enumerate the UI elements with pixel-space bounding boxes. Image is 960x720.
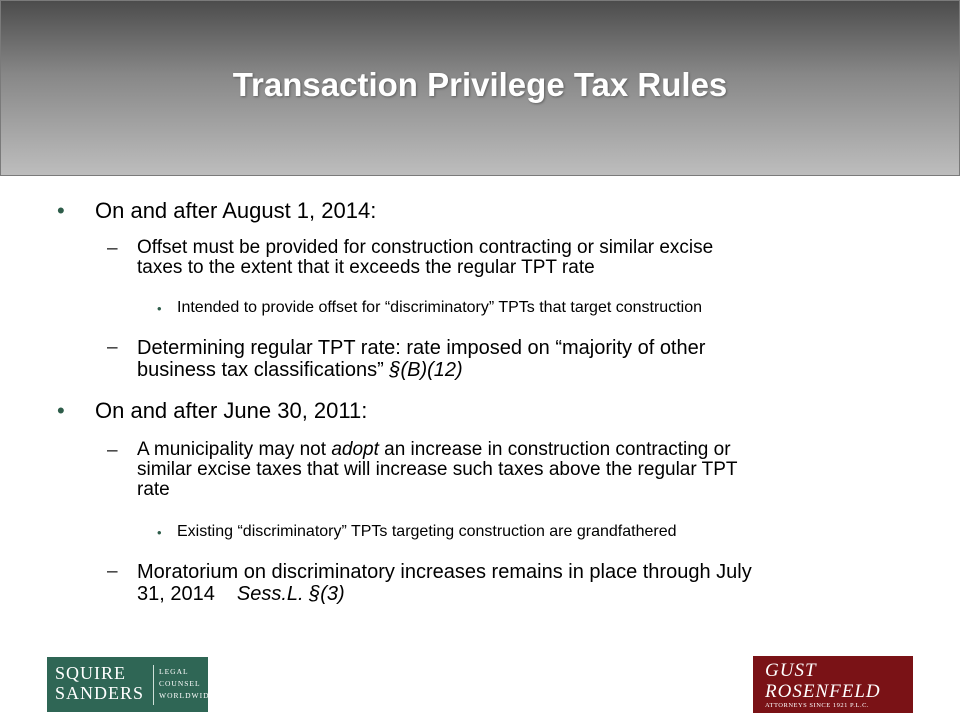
sub-2-1-emphasis: adopt <box>331 439 379 460</box>
logo-name-line1: SQUIRE <box>55 663 127 683</box>
sub-2-1-line2: similar excise taxes that will increase such taxes above the regular TPT <box>137 459 738 480</box>
citation: Sess.L. §(3) <box>236 583 345 605</box>
logo-divider <box>153 665 154 705</box>
bullet-marker: • <box>57 198 65 223</box>
sub-1-2-line2: business tax classifications” <box>137 359 384 381</box>
dash-marker: – <box>107 561 118 582</box>
bullet-2-text: On and after June 30, 2011: <box>95 398 368 423</box>
logo-tag-2: COUNSEL <box>159 679 201 688</box>
sub-2-2-line2: 31, 2014 <box>137 583 215 605</box>
sub-2-2-text <box>137 561 907 605</box>
bullet-1-text: On and after August 1, 2014: <box>95 198 377 223</box>
sub-1-1-line1: Offset must be provided for construction contracting or similar excise <box>137 237 714 258</box>
logo-tag-1: LEGAL <box>159 667 189 676</box>
sub-1-1-1-text: Intended to provide offset for “discriminatory” TPTs that target construction <box>177 299 702 316</box>
logo-name-line1: GUST <box>765 660 817 681</box>
dash-marker: – <box>107 238 118 259</box>
bullet-marker: • <box>157 525 162 540</box>
bullet-marker: • <box>57 398 65 423</box>
sub-2-1-1-text: Existing “discriminatory” TPTs targeting construction are grandfathered <box>177 523 677 540</box>
sub-1-2-text <box>137 337 907 381</box>
logo-tagline: ATTORNEYS SINCE 1921 P.L.C. <box>765 702 870 709</box>
dash-marker: – <box>107 440 118 461</box>
logo-name-line2: ROSENFELD <box>765 681 881 702</box>
logo-name-line2: SANDERS <box>55 683 145 703</box>
sub-2-1-text <box>137 440 907 500</box>
sub-1-1-text <box>137 238 907 278</box>
sub-2-1-post: an increase in construction contracting or <box>378 439 731 460</box>
sub-2-2-line1: Moratorium on discriminatory increases remains in place through July <box>137 561 752 583</box>
sub-2-1-pre: A municipality may not <box>137 439 332 460</box>
dash-marker: – <box>107 337 118 358</box>
logo-tag-3: WORLDWIDE <box>159 691 216 700</box>
gust-rosenfeld-logo <box>753 656 913 713</box>
sub-1-2-line1: Determining regular TPT rate: rate imposed on “majority of other <box>137 337 706 359</box>
sub-2-1-line3: rate <box>137 479 170 500</box>
slide-title: Transaction Privilege Tax Rules <box>232 66 728 103</box>
bullet-marker: • <box>157 301 162 316</box>
squire-sanders-logo <box>47 657 216 712</box>
citation: §(B)(12) <box>389 359 463 381</box>
sub-1-1-line2: taxes to the extent that it exceeds the regular TPT rate <box>137 257 595 278</box>
